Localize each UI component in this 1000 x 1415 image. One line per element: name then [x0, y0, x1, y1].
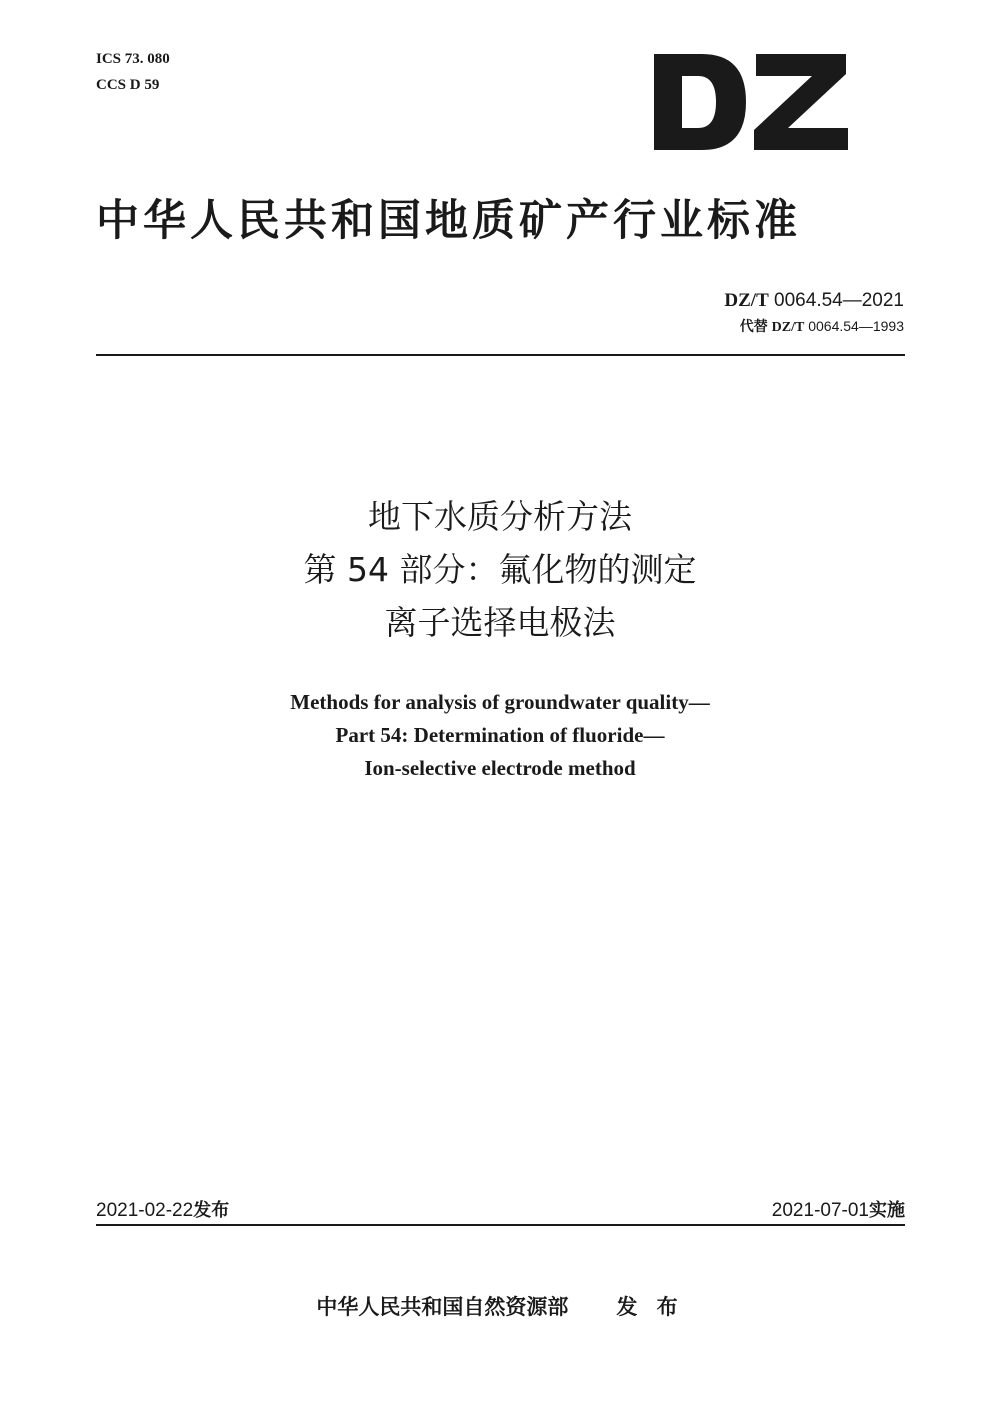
logo-letter-d — [654, 54, 746, 150]
effective-date-label: 实施 — [869, 1200, 905, 1221]
issuer-action: 发 布 — [616, 1295, 684, 1319]
chinese-title-line-2: 第 54 部分：氟化物的测定 — [303, 550, 697, 589]
english-title-line-1: Methods for analysis of groundwater quality— — [290, 690, 710, 714]
ics-code: ICS 73. 080 — [96, 51, 170, 67]
standard-number — [724, 287, 904, 315]
logo-letter-z — [754, 54, 848, 150]
issue-date-label: 发布 — [193, 1200, 230, 1221]
replaces-rest: 0064.54—1993 — [808, 318, 904, 334]
standard-number-prefix: DZ/T — [724, 290, 769, 311]
chinese-title-line-3: 离子选择电极法 — [384, 603, 616, 642]
english-title-line-2: Part 54: Determination of fluoride— — [335, 723, 665, 747]
english-title-line-3: Ion-selective electrode method — [364, 756, 636, 780]
chinese-title — [0, 490, 1000, 649]
issue-date — [96, 1196, 229, 1222]
classification-codes — [96, 46, 170, 98]
replaces-prefix: DZ/T — [771, 320, 805, 335]
effective-date-value: 2021-07-01 — [771, 1200, 869, 1221]
issuer — [0, 1291, 1000, 1321]
issuer-name: 中华人民共和国自然资源部 — [316, 1295, 569, 1319]
standard-number-rest: 0064.54—2021 — [774, 290, 904, 311]
effective-date — [772, 1196, 905, 1222]
dates-row — [96, 1196, 905, 1224]
english-title — [0, 686, 1000, 785]
replaces-number — [724, 315, 904, 339]
top-divider — [96, 354, 905, 356]
issue-date-value: 2021-02-22 — [96, 1200, 194, 1221]
replaces-label: 代替 — [739, 319, 768, 335]
bottom-divider — [96, 1224, 905, 1226]
dz-logo — [654, 54, 848, 150]
standard-category-title: 中华人民共和国地质矿产行业标准 — [96, 196, 801, 246]
ccs-code: CCS D 59 — [96, 77, 160, 93]
chinese-title-line-1: 地下水质分析方法 — [368, 497, 632, 536]
standard-codes — [724, 287, 904, 339]
